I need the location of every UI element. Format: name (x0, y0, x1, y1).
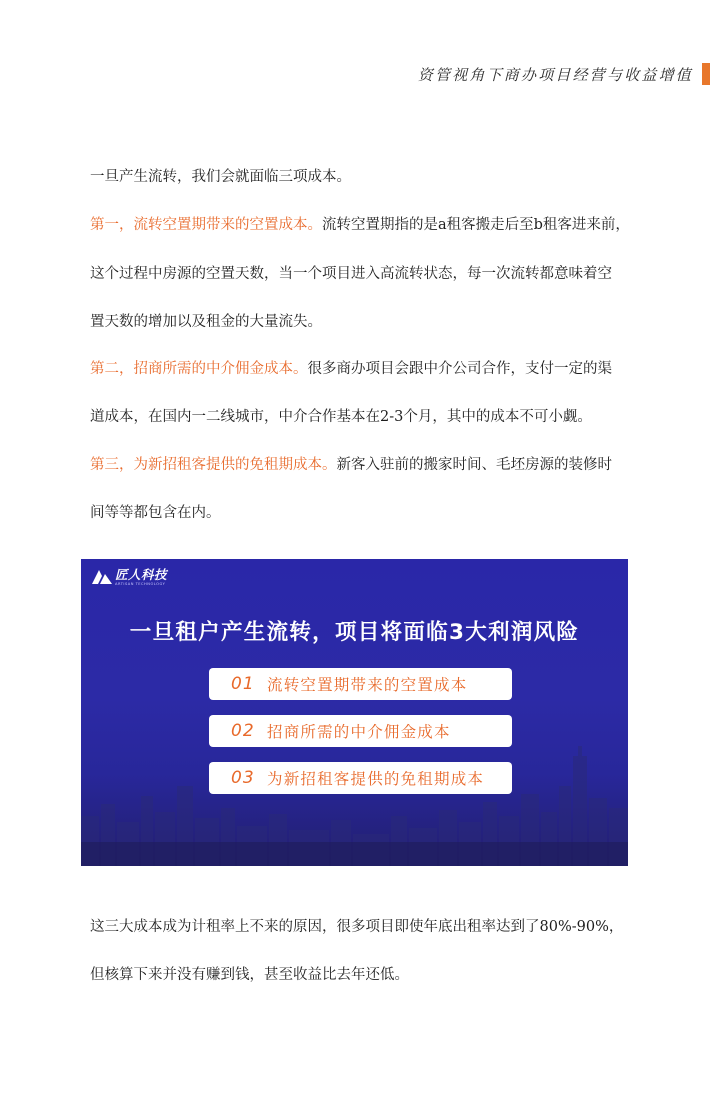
item-2-line-1 (90, 357, 635, 378)
logo-subtitle: ARTISAN TECHNOLOGY (115, 582, 166, 586)
item-3-heading: 第三，为新招租客提供的免租期成本。 (90, 457, 337, 473)
header-accent-bar (702, 63, 710, 85)
logo-mark-icon (92, 568, 112, 584)
risk-label: 为新招租客提供的免租期成本 (267, 770, 485, 788)
risk-label: 流转空置期带来的空置成本 (267, 676, 468, 694)
risk-item-3 (209, 762, 512, 794)
risk-banner-image (81, 559, 628, 866)
banner-title: 一旦租户产生流转，项目将面临3大利润风险 (129, 620, 580, 645)
item-2-line-2: 道成本，在国内一二线城市，中介合作基本在2-3个月，其中的成本不可小觑。 (90, 409, 592, 425)
logo-name: 匠人科技 (115, 567, 168, 582)
item-3-line-2: 间等等都包含在内。 (90, 505, 221, 521)
item-1-line-1 (90, 213, 635, 234)
company-logo (92, 568, 167, 587)
item-1-heading: 第一，流转空置期带来的空置成本。 (90, 217, 322, 233)
risk-item-2 (209, 715, 512, 747)
item-1-line-2: 这个过程中房源的空置天数，当一个项目进入高流转状态，每一次流转都意味着空 (90, 266, 612, 282)
item-3-line-1 (90, 453, 635, 474)
conclusion-line-1: 这三大成本成为计租率上不来的原因，很多项目即使年底出租率达到了80%-90%， (90, 919, 624, 935)
item-3-text-1: 新客入驻前的搬家时间、毛坯房源的装修时 (336, 457, 612, 473)
page-header (418, 62, 710, 86)
conclusion-line-2: 但核算下来并没有赚到钱，甚至收益比去年还低。 (90, 967, 409, 983)
risk-number: 02 (231, 721, 255, 741)
header-title: 资管视角下商办项目经营与收益增值 (417, 65, 693, 84)
risk-number: 03 (231, 768, 255, 788)
risk-label: 招商所需的中介佣金成本 (267, 723, 451, 741)
risk-item-1 (209, 668, 512, 700)
item-1-text-1: 流转空置期指的是a租客搬走后至b租客进来前， (322, 217, 630, 233)
item-1-line-3: 置天数的增加以及租金的大量流失。 (90, 314, 322, 330)
risk-number: 01 (231, 674, 255, 694)
intro-paragraph: 一旦产生流转，我们会就面临三项成本。 (90, 169, 351, 185)
item-2-text-1: 很多商办项目会跟中介公司合作，支付一定的渠 (307, 361, 612, 377)
item-2-heading: 第二，招商所需的中介佣金成本。 (90, 361, 308, 377)
